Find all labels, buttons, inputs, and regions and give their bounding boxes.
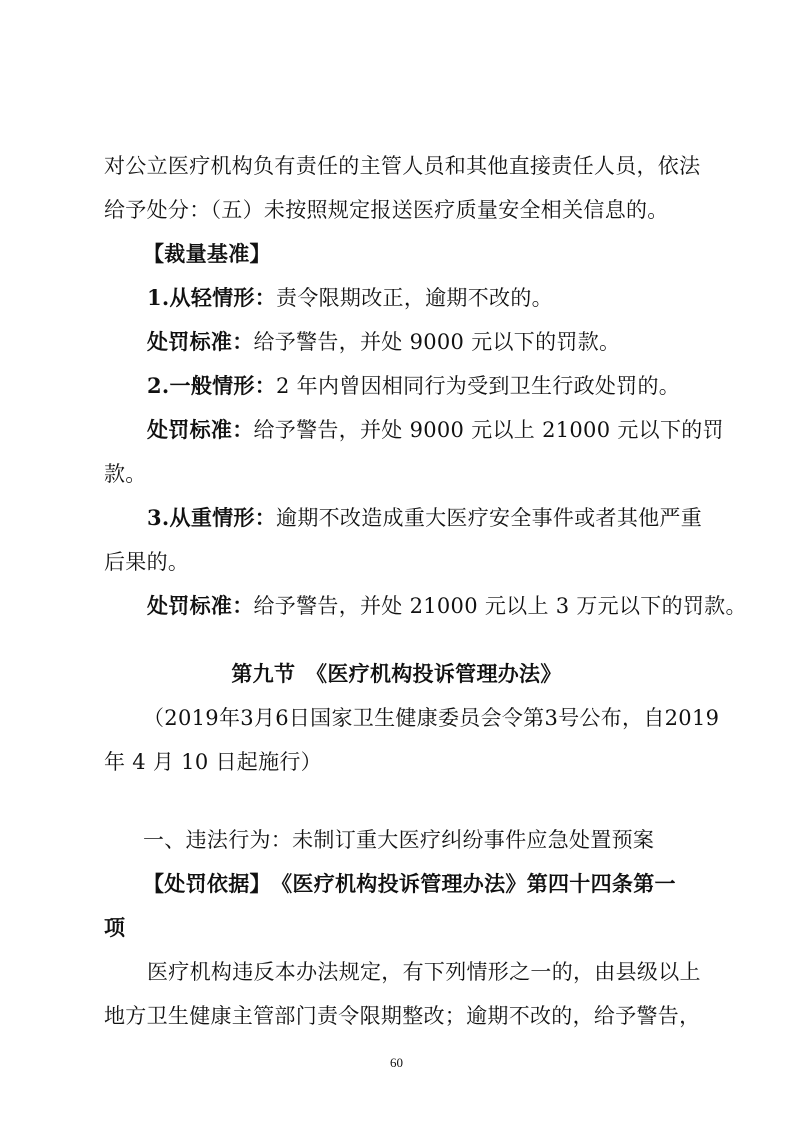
- rule-text: 医疗机构违反本办法规定，有下列情形之一的，由县级以上: [147, 960, 701, 984]
- page-number: 60: [390, 1055, 403, 1070]
- general-standard-label: 处罚标准：: [147, 417, 254, 442]
- paragraph-line: 后果的。: [104, 550, 190, 574]
- heavy-case-text: 逾期不改造成重大医疗安全事件或者其他严重: [276, 506, 703, 530]
- heavy-standard: [147, 592, 747, 620]
- general-standard-text: 给予警告，并处 9000 元以上 21000 元以下的罚: [253, 418, 724, 442]
- rule-text: 地方卫生健康主管部门责令限期整改；逾期不改的，给予警告，: [104, 1004, 701, 1028]
- penalty-basis: 项: [104, 915, 126, 940]
- section-note: 年 4 月 10 日起施行）: [104, 750, 322, 774]
- general-standard: [147, 416, 724, 444]
- general-case-text: 2 年内曾因相同行为受到卫生行政处罚的。: [276, 374, 681, 398]
- general-case-label: 2.一般情形：: [147, 373, 277, 398]
- light-standard-text: 给予警告，并处 9000 元以下的罚款。: [253, 330, 621, 354]
- paragraph-line: 对公立医疗机构负有责任的主管人员和其他直接责任人员，依法: [104, 154, 701, 178]
- heavy-standard-label: 处罚标准：: [147, 593, 254, 618]
- light-case-text: 责令限期改正，逾期不改的。: [276, 286, 553, 310]
- violation-heading: 一、违法行为：未制订重大医疗纠纷事件应急处置预案: [143, 828, 655, 852]
- paragraph-line: 给予处分：（五）未按照规定报送医疗质量安全相关信息的。: [104, 198, 669, 222]
- section-title: 第九节 《医疗机构投诉管理办法》: [231, 661, 562, 686]
- heavy-case-label: 3.从重情形：: [147, 505, 277, 530]
- light-standard: [147, 328, 620, 356]
- section-note: （2019年3月6日国家卫生健康委员会令第3号公布，自2019: [143, 706, 720, 730]
- light-case-label: 1.从轻情形：: [147, 285, 277, 310]
- heavy-standard-text: 给予警告，并处 21000 元以上 3 万元以下的罚款。: [253, 594, 747, 618]
- penalty-basis: 【处罚依据】 《医疗机构投诉管理办法》第四十四条第一: [143, 871, 676, 896]
- heavy-case: [147, 504, 702, 532]
- paragraph-line: 款。: [104, 462, 147, 486]
- general-case: [147, 372, 680, 400]
- discretion-heading: 【裁量基准】: [143, 241, 271, 266]
- light-case: [147, 284, 553, 312]
- light-standard-label: 处罚标准：: [147, 329, 254, 354]
